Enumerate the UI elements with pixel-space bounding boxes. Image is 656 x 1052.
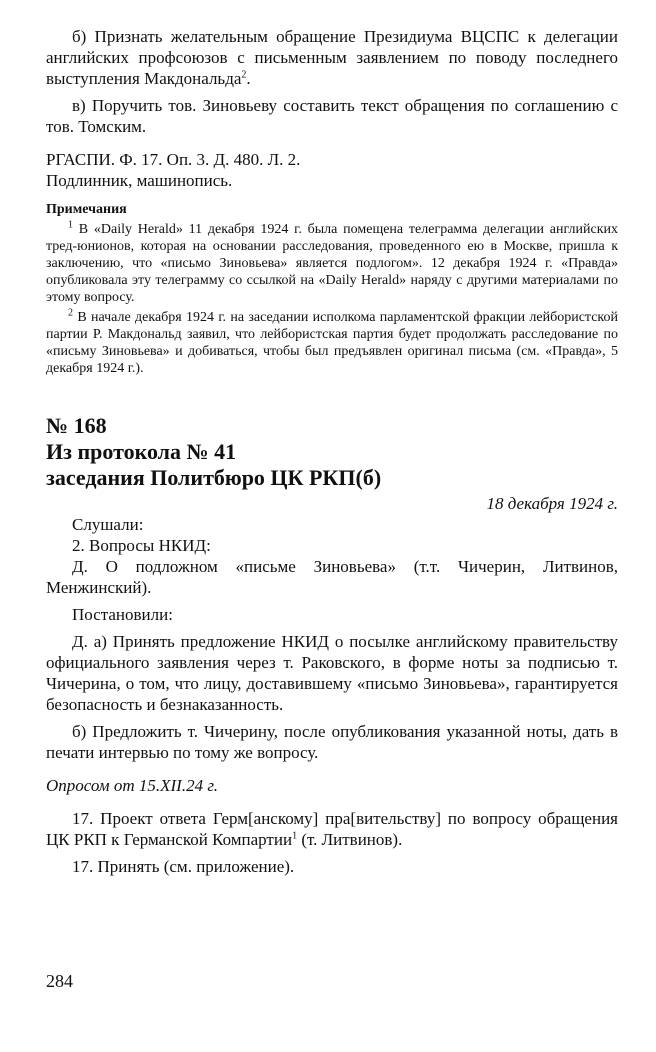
agenda-item-17 xyxy=(46,808,618,850)
page-number: 284 xyxy=(46,971,73,991)
notes-heading: Примечания xyxy=(46,202,127,217)
footnote-2 xyxy=(46,309,618,377)
footnote-2-text: В начале декабря 1924 г. на заседании исполкома парламентской фракции лейбористской партии Р. Макдональд заявил, что лейбористская партия будет продолжать расследование по «письму Зиновьева» и добиваться, чтобы был предъявлен оригинал письма (см. «Правда», 5 декабря 1924 г.). xyxy=(46,310,618,376)
footnote-ref-2: 2 xyxy=(241,69,247,81)
poll-date: Опросом от 15.XII.24 г. xyxy=(46,776,218,795)
footnote-1 xyxy=(46,221,618,306)
decision-17: 17. Принять (см. приложение). xyxy=(72,857,295,876)
archive-note: Подлинник, машинопись. xyxy=(46,171,233,190)
document-date: 18 декабря 1924 г. xyxy=(486,494,618,513)
footnote-1-text: В «Daily Herald» 11 декабря 1924 г. была помещена телеграмма делегации английских тред-юнионов, которая на основании расследования, проведенного ею в Москве, пришла к заключению, что «письмо Зиновьева» является подлогом». 12 декабря 1924 г. «Правда» опубликовала эту телеграмму со ссылкой на «Daily Herald» наряду с другими материалами по этому вопросу. xyxy=(46,222,618,305)
page-content xyxy=(46,26,618,877)
document-number: № 168 xyxy=(46,413,107,438)
archive-reference: РГАСПИ. Ф. 17. Оп. 3. Д. 480. Л. 2. xyxy=(46,150,301,169)
footnote-ref-1: 1 xyxy=(292,830,298,842)
footnote-2-number: 2 xyxy=(68,307,73,319)
agenda-item-d: Д. О подложном «письме Зиновьева» (т.т. Чичерин, Литвинов, Менжинский). xyxy=(46,557,618,597)
agenda-item-17-text: 17. Проект ответа Герм[анскому] пра[вительству] по вопросу обращения ЦК РКП к Германской Компартии xyxy=(46,809,618,849)
paragraph-b xyxy=(46,26,618,89)
resolved-label: Постановили: xyxy=(72,605,173,624)
document-title-line-2: заседания Политбюро ЦК РКП(б) xyxy=(46,465,382,490)
paragraph-b-end: . xyxy=(246,69,251,88)
agenda-item-17-end: (т. Литвинов). xyxy=(297,830,403,849)
agenda-item-2: 2. Вопросы НКИД: xyxy=(72,536,211,555)
document-title-line-1: Из протокола № 41 xyxy=(46,439,237,464)
decision-a: Д. а) Принять предложение НКИД о посылке английскому правительству официального заявления через т. Раковского, в форме ноты за подписью т. Чичерина, о том, что лицу, доставившему «письмо Зиновьева», гарантируется безопасность и безнаказанность. xyxy=(46,632,618,714)
paragraph-b-text: б) Признать желательным обращение Президиума ВЦСПС к делегации английских профсоюзов с письменным заявлением по поводу последнего выступления Макдональда xyxy=(46,27,618,88)
heard-label: Слушали: xyxy=(72,515,144,534)
decision-b: б) Предложить т. Чичерину, после опубликования указанной ноты, дать в печати интервью по тому же вопросу. xyxy=(46,722,618,762)
paragraph-v: в) Поручить тов. Зиновьеву составить текст обращения по соглашению с тов. Томским. xyxy=(46,96,618,136)
footnote-1-number: 1 xyxy=(68,219,73,231)
